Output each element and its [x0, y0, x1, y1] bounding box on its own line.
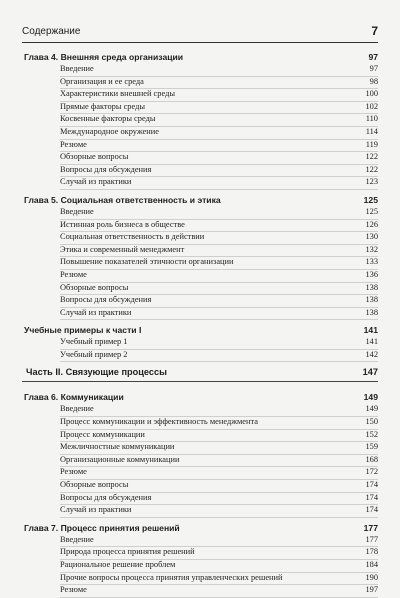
chapter-title: Глава 7. Процесс принятия решений — [24, 522, 180, 533]
toc-entry — [60, 283, 378, 296]
chapter-heading — [22, 325, 378, 337]
entry-title: Обзорные вопросы — [60, 152, 129, 162]
page-header — [22, 26, 378, 43]
toc-entry — [60, 270, 378, 283]
toc-entry — [60, 547, 378, 560]
entry-page: 184 — [365, 560, 378, 569]
toc-entry — [60, 177, 378, 190]
entry-page: 114 — [365, 126, 378, 136]
toc-entry — [60, 127, 378, 140]
entry-title: Учебный пример 1 — [60, 337, 128, 347]
entry-title: Социальная ответственность в действии — [60, 232, 205, 242]
toc-entry — [60, 114, 378, 127]
toc-entry — [60, 245, 378, 258]
entry-title: Рациональное решение проблем — [60, 560, 176, 569]
entry-title: Прочие вопросы процесса принятия управленческих решений — [60, 572, 283, 582]
toc-entry — [60, 257, 378, 270]
entry-page: 123 — [365, 177, 378, 187]
toc-entry — [60, 207, 378, 220]
toc-entry — [60, 220, 378, 233]
chapter-title: Глава 6. Коммуникации — [24, 392, 124, 403]
entry-title: Межличностные коммуникации — [60, 442, 175, 452]
entry-page: 174 — [365, 492, 378, 502]
entry-title: Случай из практики — [60, 177, 132, 187]
chapter-page: 149 — [363, 392, 378, 403]
table-of-contents — [22, 52, 378, 598]
toc-entry — [60, 560, 378, 573]
entry-title: Учебный пример 2 — [60, 349, 128, 359]
entry-title: Введение — [60, 534, 94, 544]
toc-entry — [60, 64, 378, 77]
entry-title: Этика и современный менеджмент — [60, 244, 185, 254]
entry-title: Процесс коммуникации — [60, 429, 145, 439]
entry-page: 122 — [365, 164, 378, 174]
toc-entry — [60, 165, 378, 178]
toc-entry — [60, 505, 378, 518]
entry-title: Резюме — [60, 269, 87, 279]
entry-page: 138 — [365, 295, 378, 305]
entry-page: 98 — [369, 76, 378, 86]
toc-entry — [60, 152, 378, 165]
toc-entry — [60, 430, 378, 443]
entry-page: 159 — [365, 442, 378, 452]
toc-entry — [60, 535, 378, 548]
toc-entry — [60, 350, 378, 363]
toc-entry — [60, 442, 378, 455]
entry-page: 133 — [365, 257, 378, 267]
entry-title: Организация и ее среда — [60, 76, 144, 86]
entry-title: Повышение показателей этичности организации — [60, 257, 234, 267]
entry-title: Вопросы для обсуждения — [60, 164, 152, 174]
running-title: Содержание — [22, 26, 81, 37]
entry-page: 141 — [365, 337, 378, 347]
entry-title: Резюме — [60, 139, 87, 149]
toc-entry — [60, 417, 378, 430]
toc-entry — [60, 493, 378, 506]
entry-title: Истинная роль бизнеса в обществе — [60, 219, 185, 229]
entry-title: Вопросы для обсуждения — [60, 295, 152, 305]
chapter-heading — [22, 523, 378, 535]
chapter-page: 141 — [363, 325, 378, 336]
entry-page: 197 — [365, 585, 378, 595]
entry-title: Резюме — [60, 467, 87, 477]
page-number: 7 — [371, 24, 378, 38]
entry-page: 130 — [365, 232, 378, 242]
toc-entry — [60, 467, 378, 480]
toc-entry — [60, 295, 378, 308]
entry-page: 97 — [369, 64, 378, 73]
entry-page: 119 — [365, 139, 378, 149]
entry-page: 152 — [365, 429, 378, 439]
entry-page: 174 — [365, 505, 378, 515]
chapter-heading — [22, 195, 378, 207]
entry-title: Природа процесса принятия решений — [60, 547, 195, 557]
entry-title: Характеристики внешней среды — [60, 89, 175, 99]
entry-page: 178 — [365, 547, 378, 557]
toc-entry — [60, 232, 378, 245]
entry-page: 142 — [365, 349, 378, 359]
entry-title: Обзорные вопросы — [60, 282, 129, 292]
entry-page: 122 — [365, 152, 378, 162]
entry-title: Случай из практики — [60, 505, 132, 515]
entry-title: Косвенные факторы среды — [60, 114, 156, 124]
entry-page: 126 — [365, 219, 378, 229]
part-title: Часть II. Связующие процессы — [26, 367, 167, 378]
toc-entry — [60, 77, 378, 90]
entry-title: Введение — [60, 64, 94, 73]
toc-entry — [60, 308, 378, 321]
entry-page: 174 — [365, 480, 378, 490]
part-heading — [22, 367, 378, 382]
entry-title: Организационные коммуникации — [60, 454, 180, 464]
toc-entry — [60, 585, 378, 598]
entry-page: 172 — [365, 467, 378, 477]
chapter-title: Учебные примеры к части I — [24, 325, 142, 336]
toc-entry — [60, 404, 378, 417]
chapter-page: 177 — [363, 522, 378, 533]
entry-title: Случай из практики — [60, 307, 132, 317]
chapter-heading — [22, 52, 378, 64]
chapter-title: Глава 5. Социальная ответственность и этика — [24, 194, 221, 205]
entry-page: 168 — [365, 454, 378, 464]
toc-entry — [60, 480, 378, 493]
entry-page: 149 — [365, 404, 378, 414]
entry-title: Вопросы для обсуждения — [60, 492, 152, 502]
entry-title: Процесс коммуникации и эффективность менеджмента — [60, 417, 258, 427]
entry-page: 138 — [365, 307, 378, 317]
chapter-title: Глава 4. Внешняя среда организации — [24, 52, 184, 62]
toc-entry — [60, 337, 378, 350]
entry-page: 100 — [365, 89, 378, 99]
entry-page: 190 — [365, 572, 378, 582]
entry-page: 132 — [365, 244, 378, 254]
entry-title: Введение — [60, 404, 94, 414]
entry-title: Обзорные вопросы — [60, 480, 129, 490]
chapter-page: 97 — [368, 52, 378, 62]
entry-page: 138 — [365, 282, 378, 292]
entry-page: 177 — [365, 534, 378, 544]
entry-title: Резюме — [60, 585, 87, 595]
entry-page: 102 — [365, 101, 378, 111]
entry-page: 150 — [365, 417, 378, 427]
toc-entry — [60, 102, 378, 115]
entry-title: Международное окружение — [60, 126, 159, 136]
toc-entry — [60, 573, 378, 586]
entry-title: Прямые факторы среды — [60, 101, 145, 111]
entry-page: 125 — [365, 206, 378, 216]
chapter-heading — [22, 392, 378, 404]
entry-title: Введение — [60, 206, 94, 216]
toc-entry — [60, 140, 378, 153]
entry-page: 136 — [365, 269, 378, 279]
toc-entry — [60, 455, 378, 468]
entry-page: 110 — [365, 114, 378, 124]
part-page: 147 — [362, 367, 378, 378]
toc-entry — [60, 89, 378, 102]
chapter-page: 125 — [363, 194, 378, 205]
